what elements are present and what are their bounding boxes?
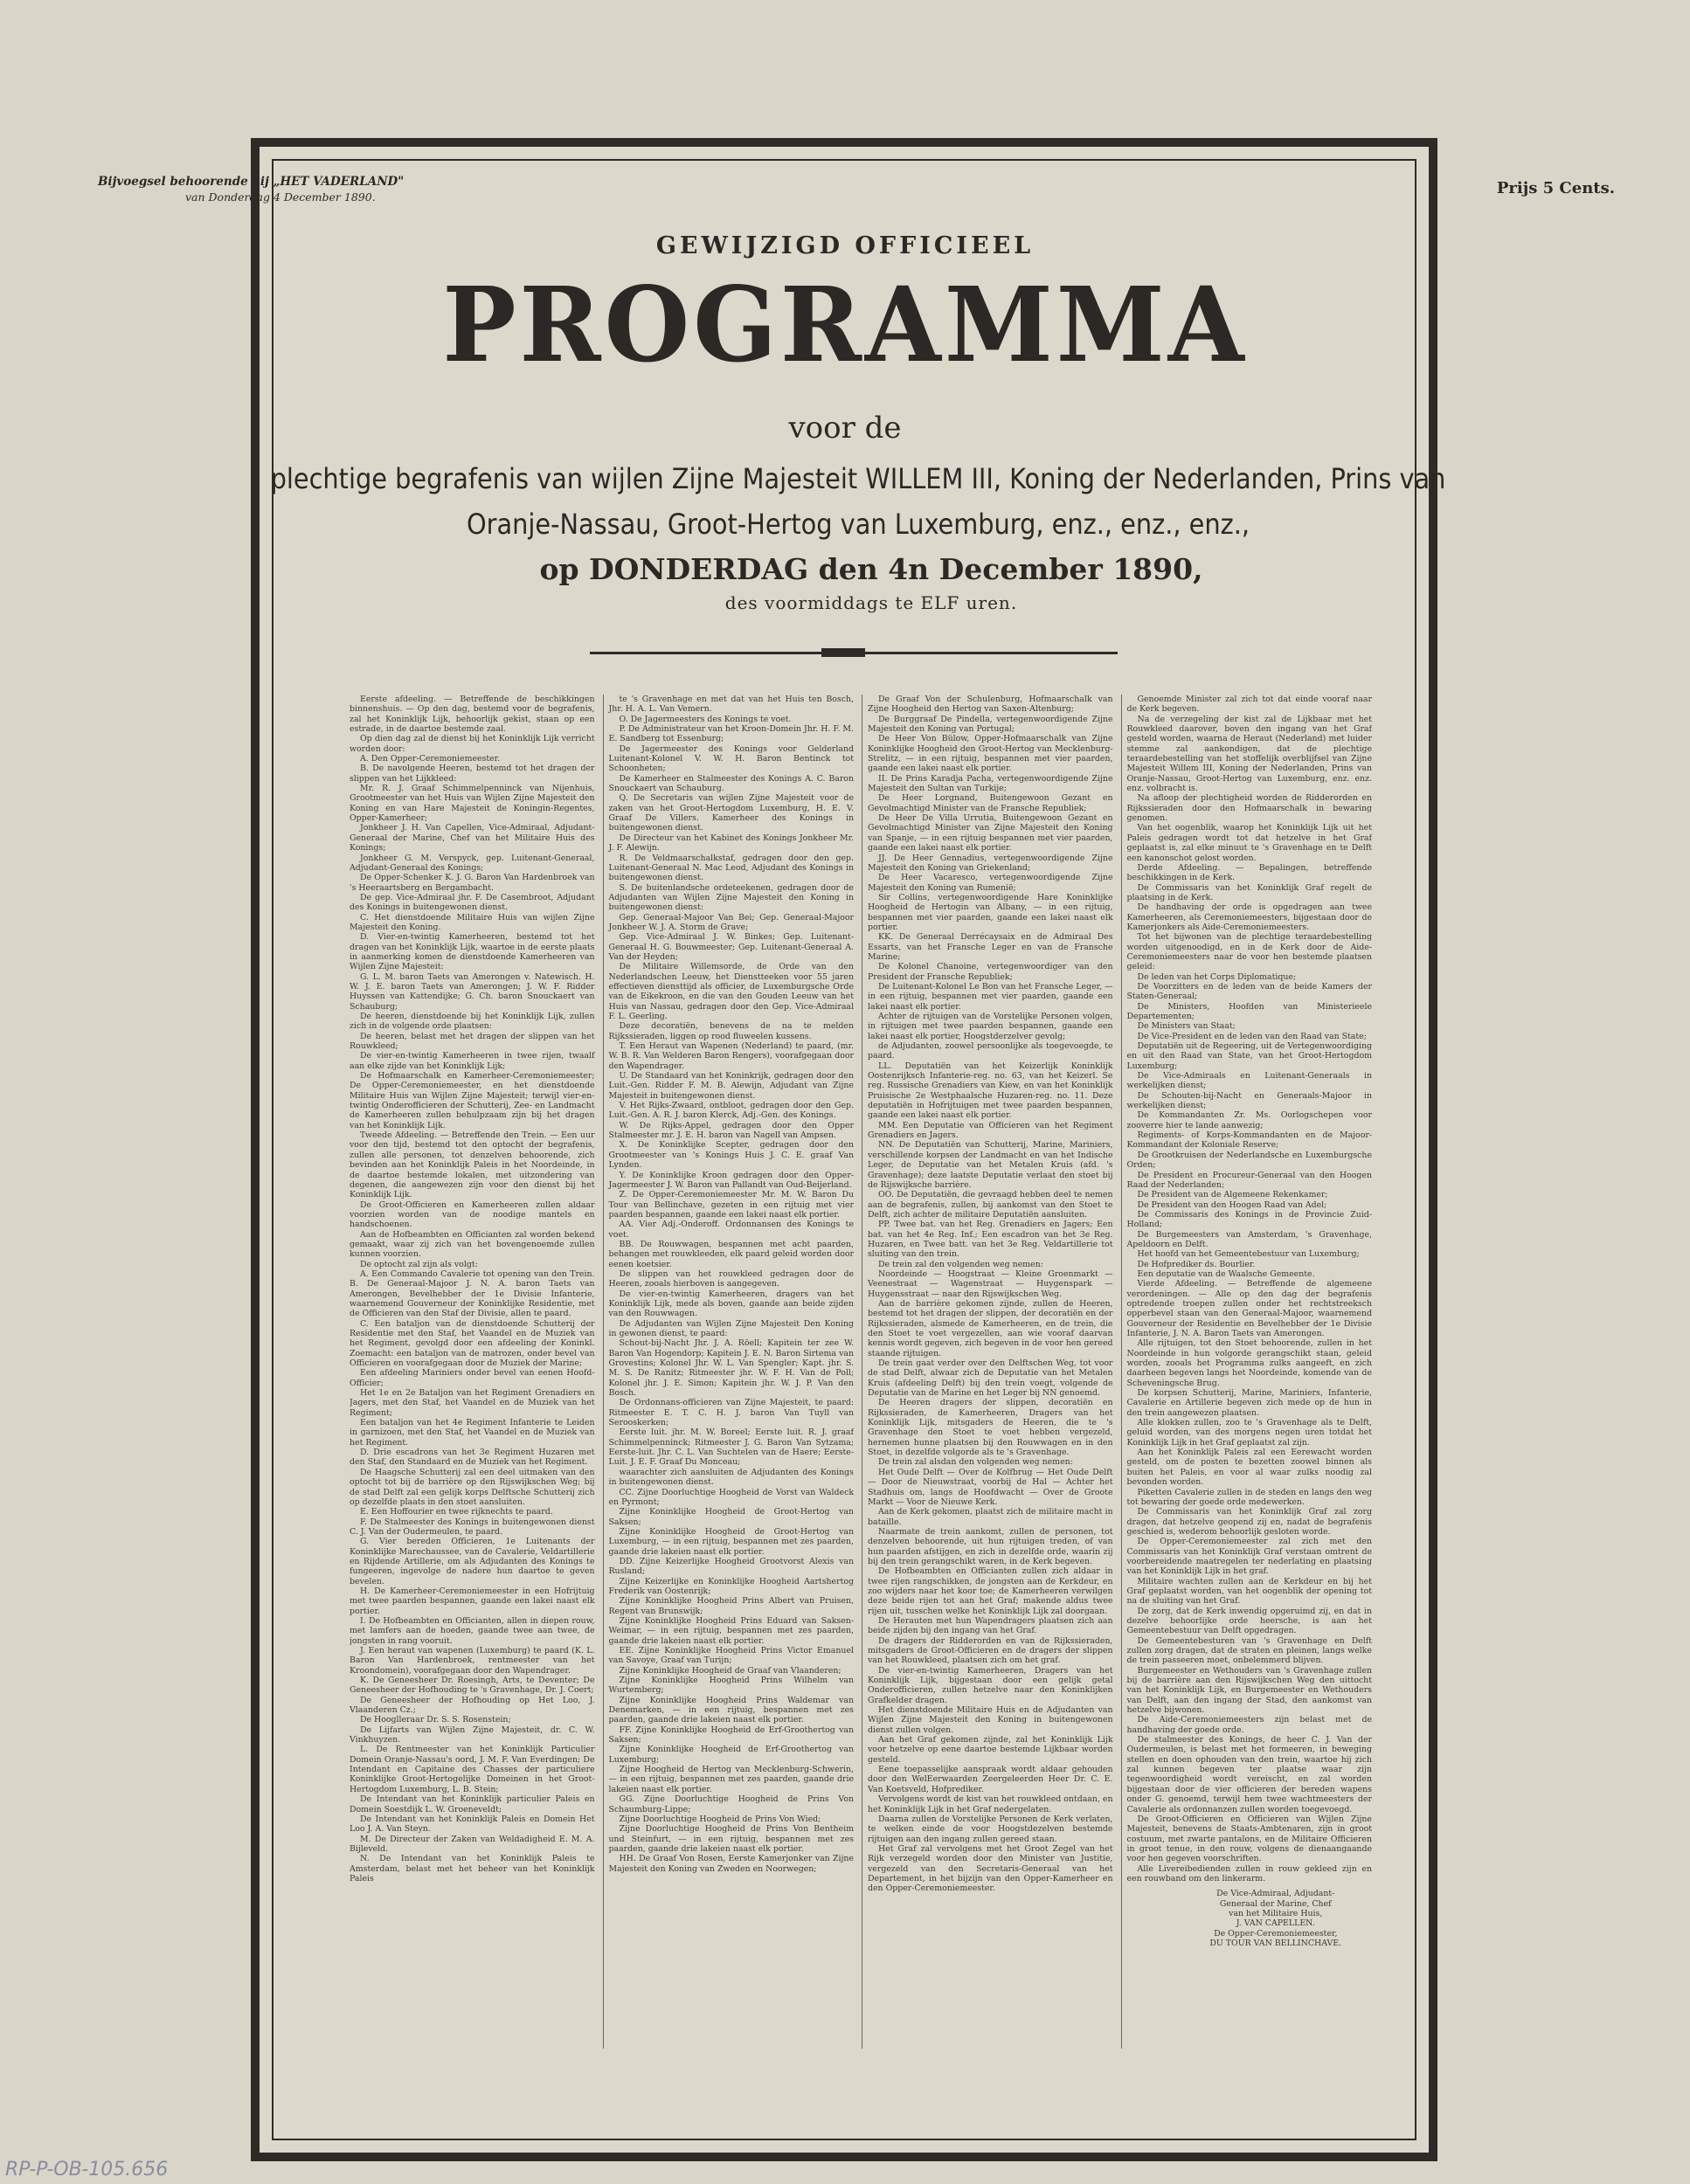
- paragraph: Na de verzegeling der kist zal de Lijkbaar met het Rouwkleed daarover, boven den ingang van het Graf gesteld worden, waarna de Heraut (Nederland) met luider stemme zal aankondigen, dat de plechtige teraardebestelling van het stoffelijk overblijfsel van Zijne Majesteit Willem III, Koning der Nederlanden, Prins van Oranje-Nassau, Groot-Hertog van Luxemburg, enz. enz. enz. volbracht is.: [1126, 714, 1372, 794]
- paragraph: Tot het bijwonen van de plechtige teraardebestelling worden uitgenoodigd, en in de Kerk door de Aide-Ceremoniemeesters naar de voor hen bestemde plaatsen geleid:: [1126, 932, 1372, 972]
- paragraph: D. Drie escadrons van het 3e Regiment Huzaren met den Staf, den Standaard en de Muziek van het Regiment.: [350, 1448, 595, 1468]
- paragraph: Het dienstdoende Militaire Huis en de Adjudanten van Wijlen Zijne Majesteit den Koning in buitengewonen dienst zullen volgen.: [868, 1705, 1113, 1735]
- paragraph: De korpsen Schutterij, Marine, Mariniers, Infanterie, Cavalerie en Artillerie begeven zich mede op de hun in den trein aangewezen plaatsen.: [1126, 1388, 1372, 1418]
- paragraph: De Directeur van het Kabinet des Konings Jonkheer Mr. J. F. Alewijn.: [608, 833, 854, 854]
- signature-block: [1127, 1889, 1373, 1948]
- paragraph: C. Een bataljon van de dienstdoende Schutterij der Residentie met den Staf, het Vaandel en de Muziek van het Regiment, gevolgd door een afdeeling der Koninkl. Zoemacht: een bataljon van de matrozen, onder bevel van Officieren en voorafgegaan door de Muziek der Marine;: [350, 1318, 595, 1369]
- paragraph: V. Het Rijks-Zwaard, ontbloot, gedragen door den Gep. Luit.-Gen. A. R. J. baron Klerck, Adj.-Gen. des Konings.: [608, 1101, 854, 1121]
- paragraph: O. De Jagermeesters des Konings te voet.: [619, 714, 792, 724]
- paragraph: Eerste luit. jhr. M. W. Boreel; Eerste luit. R. J. graaf Schimmelpenninck; Ritmeester J. G. Baron Van Sytzama; Eerste-luit. Jhr. C. L. Van Suchtelen van de Haere; Eerste-Luit. J. E. F. Graaf Du Monceau;: [608, 1427, 854, 1468]
- paragraph: Zijne Koninklijke Hoogheid de Groot-Hertog van Saksen;: [608, 1507, 854, 1527]
- paragraph: De Hofbeambten en Officianten zullen zich aldaar in twee rijen rangschikken, de jongsten aan de Kerkdeur, en zoo wijders naar het koor toe; de Kamerheeren verwilgen deze beide rijen tot aan het Graf; makende aldus twee rijen uit, tusschen welke het Koninklijk Lijk zal doorgaan.: [868, 1566, 1113, 1616]
- paragraph: Burgemeester en Wethouders van 's Gravenhage zullen bij de barrière aan den Rijswijkschen Weg den uittocht van het Koninklijk Lijk, en Burgemeester en Wethouders van Delft, aan den ingang der Stad, den aankomst van hetzelve bijwonen.: [1126, 1665, 1372, 1716]
- paragraph: De Ministers van Staat;: [1137, 1021, 1236, 1032]
- price: Prijs 5 Cents.: [1496, 179, 1615, 197]
- paragraph: FF. Zijne Koninklijke Hoogheid de Erf-Groothertog van Saksen;: [608, 1724, 854, 1745]
- paragraph: Zijne Koninklijke Hoogheid Prins Waldemar van Denemarken, — in een rijtuig, bespannen met zes paarden, gaande drie lakeien naast elk portier.: [608, 1695, 854, 1725]
- paragraph: M. De Directeur der Zaken van Weldadigheid E. M. A. Bijleveld.: [350, 1834, 595, 1854]
- paragraph: Zijne Hoogheid de Hertog van Mecklenburg-Schwerin, — in een rijtuig, bespannen met zes paarden, gaande drie lakeien naast elk portier.: [608, 1765, 854, 1794]
- paragraph: De Aide-Ceremoniemeesters zijn belast met de handhaving der goede orde.: [1126, 1715, 1372, 1735]
- paragraph: R. De Veldmaarschalkstaf, gedragen door den gep. Luitenant-Generaal N. Mac Leod, Adjudant des Konings in buitengewonen dienst.: [608, 853, 854, 883]
- paragraph: De slippen van het rouwkleed gedragen door de Heeren, zooals hierboven is aangegeven.: [608, 1268, 854, 1289]
- paragraph: De Heer Lorgnand, Buitengewoon Gezant en Gevolmachtigd Minister van de Fransche Republiek;: [868, 793, 1113, 813]
- paragraph: E. Een Hoffourier en twee rijknechts te paard.: [360, 1507, 553, 1517]
- date-line: op DONDERDAG den 4n December 1890,: [539, 552, 1203, 586]
- paragraph: De Heer Vacaresco, vertegenwoordigende Zijne Majesteit den Koning van Rumenië;: [868, 873, 1113, 893]
- paragraph: De Burggraaf De Pindella, vertegenwoordigende Zijne Majesteit den Koning van Portugal;: [868, 714, 1113, 735]
- paragraph: Genoemde Minister zal zich tot dat einde vooraf naar de Kerk begeven.: [1126, 695, 1372, 715]
- paragraph: Een bataljon van het 4e Regiment Infanterie te Leiden in garnizoen, met den Staf, het Vaandel en de Muziek van het Regiment.: [350, 1418, 595, 1448]
- paragraph: AA. Vier Adj.-Onderoff. Ordonnansen des Konings te voet.: [608, 1220, 854, 1240]
- paragraph: Gep. Vice-Admiraal J. W. Binkes; Gep. Luitenant-Generaal H. G. Bouwmeester; Gep. Luitenant-Generaal A. Van der Heyden;: [608, 932, 854, 962]
- paragraph: De Hofprediker ds. Bourlier.: [1137, 1259, 1256, 1269]
- paragraph: De vier-en-twintig Kamerheeren in twee rijen, twaalf aan elke zijde van het Koninklijk Lijk;: [350, 1051, 595, 1071]
- signature-name-1: J. VAN CAPELLEN.: [1236, 1918, 1315, 1929]
- paragraph: Mr. R. J. Graaf Schimmelpenninck van Nijenhuis, Grootmeester van het Huis van Wijlen Zijne Majesteit den Koning en van Hare Majesteit de Koningin-Regentes, Opper-Kamerheer;: [350, 784, 595, 824]
- paragraph: De Commissaris des Konings in de Provincie Zuid-Holland;: [1126, 1209, 1372, 1230]
- paragraph: Een afdeeling Mariniers onder bevel van eenen Hoofd-Officier;: [350, 1368, 595, 1388]
- paragraph: Zijne Koninklijke Hoogheid de Erf-Groothertog van Luxemburg;: [608, 1745, 854, 1765]
- paragraph: G. Vier bereden Officieren, 1e Luitenants der Koninklijke Marechaussee, van de Cavalerie, Veldartillerie en Rijdende Artillerie, om als Adjudanten des Konings te fungeeren, ingevolge de nadere hun daartoe te geven bevelen.: [350, 1537, 595, 1586]
- paragraph: De dragers der Ridderorden en van de Rijkssieraden, mitsgaders de Groot-Officieren en de dragers der slippen van het Rouwkleed, plaatsen zich om het graf.: [868, 1635, 1113, 1666]
- paragraph: LL. Deputatiën van het Keizerlijk Koninklijk Oostenrijksch Infanterie-reg. no. 63, van het Keizerl. Se reg. Russische Grenadiers van Kiew, en van het Koninklijk Pruisische 2e Westphaalsche Huzaren-reg. no. 11. Deze deputatiën in Hofrijtuigen met twee paarden bespannen, gaande een lakei naast elk portier.: [868, 1061, 1113, 1121]
- paragraph: De handhaving der orde is opgedragen aan twee Kamerheeren, als Ceremoniemeesters, bijgestaan door de Kamerjonkers als Aide-Ceremoniemeesters.: [1126, 902, 1372, 932]
- text-column-3: [862, 695, 1113, 2049]
- paragraph: De Adjudanten van Wijlen Zijne Majesteit Den Koning in gewonen dienst, te paard:: [608, 1318, 854, 1338]
- paragraph: Regiments- of Korps-Kommandanten en de Majoor-Kommandant der Koloniale Reserve;: [1126, 1130, 1372, 1151]
- paragraph: De Heer De Villa Urrutia, Buitengewoon Gezant en Gevolmachtigd Minister van Zijne Majesteit den Koning van Spanje, — in een rijtuig bespannen met vier paarden, gaande een lakei naast elk portier.: [868, 813, 1113, 854]
- paragraph: Piketten Cavalerie zullen in de steden en langs den weg tot bewaring der goede orde medewerken.: [1126, 1487, 1372, 1507]
- paragraph: De stalmeester des Konings, de heer C. J. Van der Oudermeulen, is belast met het formeeren, in beweging stellen en doen ophouden van den trein, waartoe hij zich zal kunnen begeven ter plaatse waar zijn tegenwoordigheid wordt vereischt, en zal worden bijgestaan door de vier officieren der bereden wapens onder G. genoemd, terwijl hem twee wachtmeesters der Cavalerie als ordonnanzen zullen worden toegevoegd.: [1126, 1735, 1372, 1814]
- paragraph: S. De buitenlandsche ordeteekenen, gedragen door de Adjudanten van Wijlen Zijne Majesteit den Koning in buitengewonen dienst:: [608, 882, 854, 913]
- time-line: des voormiddags te ELF uren.: [724, 592, 1018, 613]
- paragraph: G. L. M. baron Taets van Amerongen v. Natewisch. H. W. J. E. baron Taets van Amerongen; J. W. F. Ridder Huyssen van Kattendijke; G. Ch. baron Snouckaert van Schauburg;: [350, 971, 595, 1012]
- paragraph: DD. Zijne Keizerlijke Hoogheid Grootvorst Alexis van Rusland;: [608, 1556, 854, 1577]
- paragraph: De Commissaris van het Koninklijk Graf zal zorg dragen, dat hetzelve geopend zij en, nadat de begrafenis geschied is, wederom behoorlijk gesloten worde.: [1126, 1507, 1372, 1537]
- paragraph: De President van de Algemeene Rekenkamer;: [1137, 1190, 1328, 1200]
- paragraph: De Hofmaarschalk en Kamerheer-Ceremoniemeester; De Opper-Ceremoniemeester, en het dienstdoende Militaire Huis van Wijlen Zijne Majesteit; terwijl vier-en-twintig Onderofficieren der Schutterij, Zee- en Landmacht de Kamerheeren zullen behulpzaam zijn bij het dragen van het Koninklijk Lijk.: [350, 1071, 595, 1130]
- paragraph: B. De navolgende Heeren, bestemd tot het dragen der slippen van het Lijkkleed:: [350, 764, 595, 784]
- paragraph: Q. De Secretaris van wijlen Zijne Majesteit voor de zaken van het Groot-Hertogdom Luxemburg, H. E. V. Graaf De Villers. Kamerheer des Konings in buitengewonen dienst.: [608, 793, 854, 833]
- paragraph: Aan de Kerk gekomen, plaatst zich de militaire macht in bataille.: [868, 1507, 1113, 1527]
- signature-name-2: DU TOUR VAN BELLINCHAVE.: [1209, 1938, 1342, 1948]
- paragraph: A. Een Commando Cavalerie tot opening van den Trein. B. De Generaal-Majoor J. N. A. baron Taets van Amerongen, Bevelhebber der 1e Divisie Infanterie, waarnemend Gouverneur der Koninklijke Residentie, met de Officieren van den Staf der Divisie, allen te paard.: [350, 1268, 595, 1319]
- pretitle: GEWIJZIGD OFFICIEEL: [655, 232, 1035, 259]
- paragraph: Het 1e en 2e Bataljon van het Regiment Grenadiers en Jagers, met den Staf, het Vaandel en de Muziek van het Regiment;: [350, 1388, 595, 1418]
- subtitle-line-2: Oranje-Nassau, Groot-Hertog van Luxemburg, enz., enz., enz.,: [467, 508, 1250, 541]
- paragraph: Zijne Koninklijke Hoogheid Prins Albert van Pruisen, Regent van Brunswijk;: [608, 1596, 854, 1616]
- paragraph: Het Oude Delft — Over de Kolfbrug — Het Oude Delft — Door de Nieuwstraat, voorbij de Hal — Achter het Stadhuis om, langs de Hoofdwacht — Over de Groote Markt — Voor de Nieuwe Kerk.: [868, 1467, 1113, 1507]
- paragraph: De Herauten met hun Wapendragers plaatsen zich aan beide zijden bij den ingang van het Graf.: [868, 1615, 1113, 1636]
- paragraph: Schout-bij-Nacht Jhr. J. A. Röell; Kapitein ter zee W. Baron Van Hogendorp; Kapitein J. E. N. Baron Sirtema van Grovestins; Kolonel Jhr. W. L. Van Spengler; Kapt. jhr. S. M. S. De Ranitz; Ritmeester jhr. W. F. H. Van de Poll; Kolonel jhr. J. E. Simon; Kapitein jhr. W. J. P. Van den Bosch.: [608, 1338, 854, 1399]
- paragraph: F. De Stalmeester des Konings in buitengewonen dienst C. J. Van der Oudermeulen, te paard.: [350, 1517, 595, 1537]
- paragraph: Achter de rijtuigen van de Vorstelijke Personen volgen, in rijtuigen met twee paarden bespannen, gaande een lakei naast elk portier, Hoogstderzelver gevolg;: [868, 1012, 1113, 1041]
- text-columns: [350, 695, 1372, 2049]
- text-column-4: [1121, 695, 1373, 2049]
- paragraph: De Ministers, Hoofden van Ministerieele Departementen;: [1126, 1001, 1372, 1021]
- paragraph: Militaire wachten zullen aan de Kerkdeur en bij het Graf geplaatst worden, van het oogenblik der opening tot na de sluiting van het Graf.: [1126, 1576, 1372, 1607]
- paragraph: De Schouten-bij-Nacht en Generaals-Majoor in werkelijken dienst;: [1126, 1090, 1372, 1111]
- title-divider-center: [821, 648, 865, 657]
- signature-line-2: Generaal der Marine, Chef: [1219, 1898, 1332, 1909]
- paragraph: Vervolgens wordt de kist van het rouwkleed ontdaan, en het Koninklijk Lijk in het Graf nedergelaten.: [868, 1794, 1113, 1814]
- paragraph: De trein zal alsdan den volgenden weg nemen:: [878, 1457, 1073, 1468]
- paragraph: Aan de barrière gekomen zijnde, zullen de Heeren, bestemd tot het dragen der slippen, der decoratiën en der Rijkssieraden, alsmede de Kamerheeren, en de trein, die den Stoet te voet vergezellen, aan wie vooraf daarvan kennis wordt gegeven, zich begeven in de voor hen gereed staande rijtuigen.: [868, 1298, 1113, 1358]
- paragraph: A. Den Opper-Ceremoniemeester.: [360, 754, 501, 764]
- paragraph: U. De Standaard van het Koninkrijk, gedragen door den Luit.-Gen. Ridder F. M. B. Alewijn, Adjudant van Zijne Majesteit in buitengewonen dienst.: [608, 1071, 854, 1101]
- paragraph: Op dien dag zal de dienst bij het Koninklijk Lijk verricht worden door:: [350, 734, 595, 754]
- paragraph: Alle klokken zullen, zoo te 's Gravenhage als te Delft, geluid worden, van des morgens negen uren totdat het Koninklijk Lijk in het Graf geplaatst zal zijn.: [1126, 1418, 1372, 1448]
- paragraph: De Vice-Admiraals en Luitenant-Generaals in werkelijken dienst;: [1126, 1071, 1372, 1091]
- paragraph: Eene toepasselijke aanspraak wordt aldaar gehouden door den WelEerwaarden Zeergeleerden Heer Dr. C. E. Van Koetsveld, Hofprediker.: [868, 1765, 1113, 1794]
- paragraph: De Commissaris van het Koninklijk Graf regelt de plaatsing in de Kerk.: [1126, 882, 1372, 902]
- paragraph: De heeren, belast met het dragen der slippen van het Rouwkleed;: [350, 1031, 595, 1052]
- paragraph: Zijne Koninklijke Hoogheid Prins Eduard van Saksen-Weimar, — in een rijtuig, bespannen met zes paarden, gaande drie lakeien naast elk portier.: [608, 1615, 854, 1646]
- paragraph: C. Het dienstdoende Militaire Huis van wijlen Zijne Majesteit den Koning.: [350, 912, 595, 932]
- supplement-line-2: van Donderdag 4 December 1890.: [185, 190, 376, 204]
- paragraph: te 's Gravenhage en met dat van het Huis ten Bosch, Jhr. H. A. L. Van Vemern.: [608, 695, 854, 715]
- paragraph: Tweede Afdeeling. — Betreffende den Trein. — Een uur voor den tijd, bestemd tot den optocht der begrafenis, zullen alle personen, tot denzelven behoorende, zich bevinden aan het Koninklijk Paleis in het Noordeinde, in de daartoe bestemde lokalen, met uitzondering van degenen, die aangewezen zijn voor den dienst bij het Koninklijk Lijk.: [350, 1130, 595, 1200]
- paragraph: Het Graf zal vervolgens met het Groot Zegel van het Rijk verzegeld worden door den Minister van Justitie, vergezeld van den Secretaris-Generaal van het Departement, in het bijzijn van den Opper-Kamerheer en den Opper-Ceremoniemeester.: [868, 1843, 1113, 1894]
- paragraph: De Haagsche Schutterij zal een deel uitmaken van den optocht tot bij de barrière op den Rijswijkschen Weg; bij de stad Delft zal een gelijk korps Delftsche Schutterij zich op dezelfde plaats in den stoet aansluiten.: [350, 1467, 595, 1507]
- paragraph: Z. De Opper-Ceremoniemeester Mr. M. W. Baron Du Tour van Bellinchave, gezeten in een rijtuig met vier paarden bespannen, gaande een lakei naast elk portier.: [608, 1190, 854, 1220]
- paragraph: Vierde Afdeeling. — Betreffende de algemeene verordeningen. — Alle op den dag der begrafenis optredende troepen zullen onder het rechtstreeksch opperbevel staan van den Generaal-Majoor, waarnemend Gouverneur der Residentie en Bevelhebber der 1e Divisie Infanterie, J. N. A. Baron Taets van Amerongen.: [1126, 1279, 1372, 1338]
- paragraph: Deputatiën uit de Regeering, uit de Vertegenwoordiging en uit den Raad van State, van het Groot-Hertogdom Luxemburg;: [1126, 1041, 1372, 1071]
- paragraph: Het hoofd van het Gemeentebestuur van Luxemburg;: [1137, 1249, 1360, 1260]
- paragraph: Aan de Hofbeambten en Officianten zal worden bekend gemaakt, waar zij zich van het bovengenoemde zullen kunnen voorzien.: [350, 1229, 595, 1260]
- paragraph: Gep. Generaal-Majoor Van Bei; Gep. Generaal-Majoor Jonkheer W. J. A. Storm de Grave;: [608, 912, 854, 932]
- paragraph: De Heer Von Bülow, Opper-Hofmaarschalk van Zijne Koninklijke Hoogheid den Groot-Hertog van Mecklenburg-Strelitz, — in een rijtuig, bespannen met vier paarden, gaande een lakei naast elk portier.: [868, 734, 1113, 774]
- paragraph: Derde Afdeeling. — Bepalingen, betreffende beschikkingen in de Kerk.: [1126, 862, 1372, 883]
- paragraph: JJ. De Heer Gennadius, vertegenwoordigende Zijne Majesteit den Koning van Griekenland;: [868, 853, 1113, 873]
- paragraph: OO. De Deputatiën, die gevraagd hebben deel te nemen aan de begrafenis, zullen, bij aankomst van den Stoet te Delft, zich achter de militaire Deputatiën aansluiten.: [868, 1190, 1113, 1220]
- paragraph: De Burgemeesters van Amsterdam, 's Gravenhage, Apeldoorn en Delft.: [1126, 1229, 1372, 1249]
- paragraph: H. De Kamerheer-Ceremoniemeester in een Hofrijtuig met twee paarden bespannen, gaande een lakei naast elk portier.: [350, 1586, 595, 1616]
- paragraph: De leden van het Corps Diplomatique;: [1137, 971, 1297, 982]
- paragraph: De vier-en-twintig Kamerheeren, Dragers van het Koninklijk Lijk, bijgestaan door een gelijk getal Onderofficieren, zullen hetzelve naar den Koninklijken Grafkelder dragen.: [868, 1665, 1113, 1705]
- paragraph: Van het oogenblik, waarop het Koninklijk Lijk uit het Paleis gedragen wordt tot dat hetzelve in het Graf geplaatst is, zal elke minuut te 's Gravenhage en te Delft een kanonschot gelost worden.: [1126, 823, 1372, 863]
- paragraph: N. De Intendant van het Koninklijk Paleis te Amsterdam, belast met het beheer van het Koninklijk Paleis: [350, 1854, 595, 1883]
- signature-line-1: De Vice-Admiraal, Adjudant-: [1216, 1889, 1335, 1899]
- paragraph: Y. De Koninklijke Kroon gedragen door den Opper-Jagermeester J. W. Baron van Pallandt van Oud-Beijerland.: [608, 1170, 854, 1190]
- text-column-4-body: [1127, 695, 1373, 1883]
- paragraph: W. De Rijks-Appel, gedragen door den Opper Stalmeester mr. J. E. H. baron van Nagell van Ampsen.: [608, 1120, 854, 1141]
- paragraph: Alle rijtuigen, tot den Stoet behoorende, zullen in het Noordeinde in hun volgorde gerangschikt staan, geleid worden, zooals het Programma zulks aangeeft, en zich daarheen begeven langs het Noordeinde, komende van de Scheveningsche Brug.: [1126, 1338, 1372, 1388]
- paragraph: De Geneesheer der Hofhouding op Het Loo, J. Vlaanderen Cz.;: [350, 1695, 595, 1716]
- paragraph: I. De Hofbeambten en Officianten, allen in diepen rouw, met lamfers aan de hoeden, gaande twee aan twee, de jongsten in rang vooruit.: [350, 1615, 595, 1646]
- paragraph: De Groot-Officieren en Kamerheeren zullen aldaar voorzien worden van de noodige mantels en handschoenen.: [350, 1199, 595, 1230]
- paragraph: L. De Rentmeester van het Koninklijk Particulier Domein Oranje-Nassau's oord, J. M. F. Van Everdingen; De Intendant en Capitaine des Chasses der particuliere Koninklijke Groot-Hertogelijke Domeinen in het Groot-Hertogdom Luxemburg, L. B. Stein;: [350, 1745, 595, 1794]
- paragraph: BB. De Rouwwagen, bespannen met acht paarden, behangen met rouwkleeden, elk paard geleid worden door eenen koetsier.: [608, 1239, 854, 1269]
- paragraph: Aan het Graf gekomen zijnde, zal het Koninklijk Lijk voor hetzelve op eene daartoe bestemde Lijkbaar worden gesteld.: [868, 1735, 1113, 1765]
- paragraph: De Intendant van het Koninklijk Paleis en Domein Het Loo J. A. Van Steyn.: [350, 1814, 595, 1835]
- paragraph: Noordeinde — Hoogstraat — Kleine Groenmarkt — Veenestraat — Wagenstraat — Huygenspark — Huygensstraat — naar den Rijswijkschen Weg.: [868, 1268, 1113, 1299]
- paragraph: De Kolonel Chanoine, vertegenwoordiger van den President der Fransche Republiek;: [868, 962, 1113, 982]
- paragraph: De Kamerheer en Stalmeester des Konings A. C. Baron Snouckaert van Schauburg.: [608, 773, 854, 794]
- paragraph: Zijne Koninklijke Hoogheid de Groot-Hertog van Luxemburg, — in een rijtuig, bespannen met zes paarden, gaande drie lakeien naast elk portier.: [608, 1526, 854, 1557]
- paragraph: De trein gaat verder over den Delftschen Weg, tot voor de stad Delft, alwaar zich de Deputatie van het Metalen Kruis (afdeeling Delft) bij den trein voegt, volgende de Deputatie van de Marine en het Leger bij NN genoemd.: [868, 1358, 1113, 1399]
- paragraph: Een deputatie van de Waalsche Gemeente.: [1137, 1268, 1315, 1279]
- paragraph: Jonkheer J. H. Van Capellen, Vice-Admiraal, Adjudant-Generaal der Marine, Chef van het Militaire Huis des Konings;: [350, 823, 595, 854]
- text-column-1: [350, 695, 595, 2049]
- paragraph: De Hooglleraar Dr. S. S. Rosenstein;: [360, 1715, 511, 1725]
- paragraph: De Graaf Von der Schulenburg, Hofmaarschalk van Zijne Hoogheid den Hertog van Saxen-Altenburg;: [868, 695, 1113, 715]
- paragraph: De Luitenant-Kolonel Le Bon van het Fransche Leger, — in een rijtuig, bespannen met vier paarden, gaande een lakei naast elk portier.: [868, 981, 1113, 1012]
- paragraph: De vier-en-twintig Kamerheeren, dragers van het Koninklijk Lijk, mede als boven, gaande aan beide zijden van den Rouwwagen.: [608, 1289, 854, 1319]
- paragraph: Zijne Keizerlijke en Koninklijke Hoogheid Aartshertog Frederik van Oostenrijk;: [608, 1576, 854, 1596]
- text-column-2: [603, 695, 855, 2049]
- paragraph: Aan het Koninklijk Paleis zal een Eerewacht worden gesteld, om de posten te bezetten zoowel binnen als buiten het Paleis, en voor al waar zulks noodig zal bevonden worden.: [1126, 1448, 1372, 1488]
- paragraph: De Grootkruisen der Nederlandsche en Luxemburgsche Orden;: [1126, 1150, 1372, 1171]
- newspaper-supplement-note: [98, 175, 465, 204]
- paragraph: de Adjudanten, zoowel persoonlijke als toegevoegde, te paard.: [868, 1041, 1113, 1061]
- paragraph: NN. De Deputatiën van Schutterij, Marine, Mariniers, verschillende korpsen der Landmacht en van het Indische Leger, de Deputatie van het Metalen Kruis (afd. 's Gravenhage); deze laatste Deputatie verlaat den stoet bij de Rijswijksche barrière.: [868, 1140, 1113, 1190]
- paragraph: De Opper-Schenker K. J. G. Baron Van Hardenbroek van 's Heeraartsberg en Bergambacht.: [350, 873, 595, 893]
- paragraph: De Intendant van het Koninklijk particulier Paleis en Domein Soestdijk L. W. Groeneveldt;: [350, 1794, 595, 1814]
- paragraph: PP. Twee bat. van het Reg. Grenadiers en Jagers; Een bat. van het 4e Reg. Inf.; Een escadron van het 3e Reg. Huzaren, en Twee batt. van het 3e Reg. Veldartillerie tot sluiting van den trein.: [868, 1220, 1113, 1260]
- paragraph: Naarmate de trein aankomt, zullen de personen, tot denzelven behoorende, uit hun rijtuigen treden, of van hun paarden afstijgen, en zich in dezelfde orde, waarin zij bij den trein gerangschikt waren, in de Kerk begeven.: [868, 1526, 1113, 1566]
- paragraph: Sir Collins, vertegenwoordigende Hare Koninklijke Hoogheid de Hertogin van Albany, — in een rijtuig, bespannen met vier paarden, gaande een lakei naast elk portier.: [868, 892, 1113, 932]
- paragraph: Zijne Koninklijke Hoogheid de Graaf van Vlaanderen;: [619, 1665, 842, 1676]
- paragraph: Na afloop der plechtigheid worden de Ridderorden en Rijkssieraden door den Hofmaarschalk in bewaring genomen.: [1126, 793, 1372, 824]
- paragraph: Eerste afdeeling. — Betreffende de beschikkingen binnenshuis. — Op den dag, bestemd voor de begrafenis, zal het Koninklijk Lijk, behoorlijk gekist, staan op een estrade, in de daartoe bestemde zaal.: [350, 695, 595, 735]
- paragraph: EE. Zijne Koninklijke Hoogheid Prins Victor Emanuel van Savoye, Graaf van Turijn;: [608, 1646, 854, 1666]
- paragraph: P. De Administrateur van het Kroon-Domein Jhr. H. F. M. E. Sandberg tot Essenburg;: [608, 724, 854, 744]
- paragraph: D. Vier-en-twintig Kamerheeren, bestemd tot het dragen van het Koninklijk Lijk, waartoe in de eerste plaats in aanmerking komen de dienstdoende Kamerheeren van Wijlen Zijne Majesteit:: [350, 932, 595, 972]
- paragraph: De optocht zal zijn als volgt:: [360, 1259, 478, 1269]
- paragraph: De heeren, dienstdoende bij het Koninklijk Lijk, zullen zich in de volgende orde plaatsen:: [350, 1012, 595, 1032]
- paragraph: MM. Een Deputatie van Officieren van het Regiment Grenadiers en Jagers.: [868, 1120, 1113, 1141]
- paragraph: Deze decoratiën, benevens de na te melden Rijkssieraden, liggen op rood fluweelen kussens.: [608, 1021, 854, 1041]
- signature-line-3: van het Militaire Huis,: [1229, 1908, 1323, 1918]
- paragraph: De Kommandanten Zr. Ms. Oorlogschepen voor zooverre hier te lande aanwezig;: [1126, 1110, 1372, 1130]
- paragraph: J. Een heraut van wapenen (Luxemburg) te paard (K. L. Baron Van Hardenbroek, rentmeester van het Kroondomein), voorafgegaan door den Wapendrager.: [350, 1646, 595, 1676]
- supplement-line-1: Bijvoegsel behoorende bij „HET VADERLAND": [98, 175, 405, 189]
- paragraph: De Opper-Ceremoniemeester zal zich met den Commissaris van het Koninklijk Graf verstaan omtrent de voorbereidende maatregelen ter nederlating en plaatsing van het Koninklijk Lijk in het graf.: [1126, 1537, 1372, 1577]
- paragraph: De Lijfarts van Wijlen Zijne Majesteit, dr. C. W. Vinkhuyzen.: [350, 1724, 595, 1745]
- paragraph: X. De Koninklijke Scepter, gedragen door den Grootmeester van 's Konings Huis J. C. E. graaf Van Lynden.: [608, 1140, 854, 1171]
- subtitle-line-1: plechtige begrafenis van wijlen Zijne Majesteit WILLEM III, Koning der Nederlanden, Prins van: [270, 462, 1446, 495]
- paragraph: Daarna zullen de Vorstelijke Personen de Kerk verlaten, te welken einde de voor Hoogstdezelven bestemde rijtuigen aan den ingang zullen gereed staan.: [868, 1814, 1113, 1844]
- paragraph: De zorg, dat de Kerk inwendig opgeruimd zij, en dat in dezelve behoorlijke orde heersche, is aan het Gemeentebestuur van Delft opgedragen.: [1126, 1606, 1372, 1636]
- paragraph: Alle Livereibedienden zullen in rouw gekleed zijn en een rouwband om den linkerarm.: [1126, 1863, 1372, 1883]
- paragraph: T. Een Heraut van Wapenen (Nederland) te paard, (mr. W. B. R. Van Welderen Baron Rengers), voorafgegaan door den Wapendrager.: [608, 1041, 854, 1071]
- paragraph: De Ordonnans-officieren van Zijne Majesteit, te paard: Ritmeester E. T. C. H. J. baron Van Tuyll van Serooskerken;: [608, 1398, 854, 1428]
- paragraph: De trein zal den volgenden weg nemen:: [878, 1259, 1043, 1269]
- paragraph: De President en Procureur-Generaal van den Hoogen Raad der Nederlanden;: [1126, 1170, 1372, 1190]
- paragraph: Zijne Doorluchtige Hoogheid de Prins Von Wied;: [619, 1814, 821, 1824]
- paragraph: De Groot-Officieren en Officieren van Wijlen Zijne Majesteit, benevens de Staats-Ambtenaren, zijn in groot costuum, met zwarte pantalons, en de Militaire Officieren in groot tenue, in den rouw, volgens de dienaangaande voor hen gegeven voorschriften.: [1126, 1814, 1372, 1864]
- paragraph: De Jagermeester des Konings voor Gelderland Luitenant-Kolonel V. W. H. Baron Bentinck tot Schoonheten;: [608, 743, 854, 774]
- voor-de: voor de: [788, 411, 902, 446]
- paragraph: De gep. Vice-Admiraal jhr. F. De Casembroot, Adjudant des Konings in buitengewonen dienst.: [350, 892, 595, 913]
- paragraph: De Militaire Willemsorde, de Orde van den Nederlandschen Leeuw, het Dienstteeken voor 55 jaren effectieven diensttijd als officier, de Luxemburgsche Orde van de Eikekroon, en die van den Gouden Leeuw van het Huis van Nassau, gedragen door den Gep. Vice-Admiraal F. L. Geerling.: [608, 962, 854, 1021]
- paragraph: Zijne Koninklijke Hoogheid Prins Wilhelm van Wurtemberg;: [608, 1676, 854, 1696]
- signature-line-5: De Opper-Ceremoniemeester,: [1214, 1928, 1338, 1939]
- page-title: PROGRAMMA: [442, 265, 1248, 386]
- paragraph: De President van den Hoogen Raad van Adel;: [1137, 1199, 1327, 1210]
- paragraph: K. De Geneesheer Dr. Roesingh, Arts, te Deventer; De Geneesheer der Hofhouding te 's Gravenhage, Dr. J. Coert;: [350, 1676, 595, 1696]
- paragraph: Zijne Doorluchtige Hoogheid de Prins Von Bentheim und Steinfurt, — in een rijtuig, bespannen met zes paarden, gaande drie lakeien naast elk portier.: [608, 1824, 854, 1854]
- paragraph: GG. Zijne Doorluchtige Hoogheid de Prins Von Schaumburg-Lippe;: [608, 1794, 854, 1814]
- paragraph: KK. De Generaal Derrécaysaix en de Admiraal Des Essarts, van het Fransche Leger en van de Fransche Marine;: [868, 932, 1113, 962]
- paragraph: CC. Zijne Doorluchtige Hoogheid de Vorst van Waldeck en Pyrmont;: [608, 1487, 854, 1507]
- paragraph: waarachter zich aansluiten de Adjudanten des Konings in buitengewonen dienst.: [608, 1467, 854, 1488]
- archive-number: RP-P-OB-105.656: [5, 2159, 169, 2181]
- paragraph: De Vice-President en de leden van den Raad van State;: [1137, 1031, 1367, 1041]
- paragraph: De Heeren dragers der slippen, decoratiën en Rijkssieraden, de Kamerheeren, Dragers van het Koninklijk Lijk, mitsgaders de Heeren, die te 's Gravenhage den Stoet te voet hebben vergezeld, hernemen hunne plaatsen bij den Rouwwagen en in den Stoet, in dezelfde volgorde als te 's Gravenhage.: [868, 1398, 1113, 1458]
- paragraph: De Voorzitters en de leden van de beide Kamers der Staten-Generaal;: [1126, 981, 1372, 1002]
- paragraph: II. De Prins Karadja Pacha, vertegenwoordigende Zijne Majesteit den Sultan van Turkije;: [868, 773, 1113, 794]
- paragraph: HH. De Graaf Von Rosen, Eerste Kamerjonker van Zijne Majesteit den Koning van Zweden en Noorwegen;: [608, 1854, 854, 1874]
- paragraph: Jonkheer G. M. Verspyck, gep. Luitenant-Generaal, Adjudant-Generaal des Konings;: [350, 853, 595, 873]
- paragraph: De Gemeentebesturen van 's Gravenhage en Delft zullen zorg dragen, dat de straten en pleinen, langs welke de trein passeeren moet, onbelemmerd blijven.: [1126, 1635, 1372, 1666]
